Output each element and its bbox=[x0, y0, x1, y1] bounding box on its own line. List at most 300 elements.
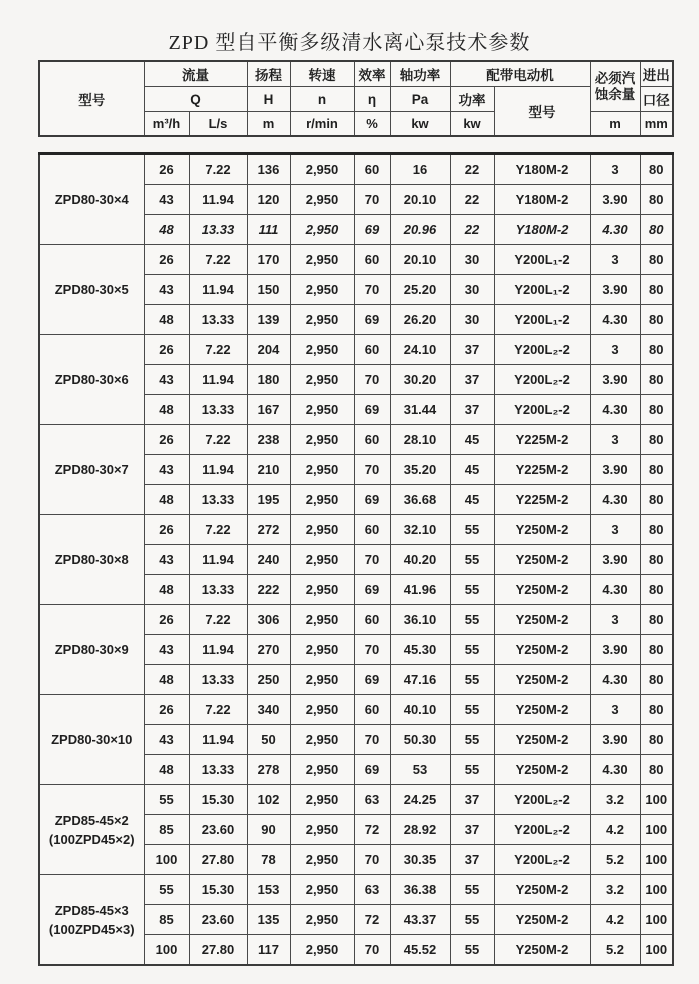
value-cell: 72 bbox=[354, 905, 390, 935]
value-cell: 80 bbox=[640, 215, 673, 245]
value-cell: 48 bbox=[144, 755, 189, 785]
value-cell: 80 bbox=[640, 605, 673, 635]
value-cell: 35.20 bbox=[390, 455, 450, 485]
symbol-flow: Q bbox=[144, 87, 247, 112]
value-cell: 55 bbox=[450, 755, 494, 785]
value-cell: 15.30 bbox=[189, 875, 247, 905]
value-cell: 3.2 bbox=[590, 785, 640, 815]
value-cell: Y250M-2 bbox=[494, 545, 590, 575]
value-cell: 63 bbox=[354, 875, 390, 905]
value-cell: 3 bbox=[590, 605, 640, 635]
symbol-head: H bbox=[247, 87, 290, 112]
value-cell: 5.2 bbox=[590, 845, 640, 875]
value-cell: 120 bbox=[247, 185, 290, 215]
pump-model-label: ZPD80-30×9 bbox=[54, 642, 129, 657]
value-cell: 100 bbox=[640, 845, 673, 875]
unit-flow-ls: L/s bbox=[189, 112, 247, 137]
value-cell: 27.80 bbox=[189, 845, 247, 875]
value-cell: 85 bbox=[144, 815, 189, 845]
value-cell: 13.33 bbox=[189, 215, 247, 245]
value-cell: 3.90 bbox=[590, 185, 640, 215]
value-cell: Y200L₂-2 bbox=[494, 365, 590, 395]
value-cell: 37 bbox=[450, 815, 494, 845]
value-cell: 7.22 bbox=[189, 245, 247, 275]
value-cell: Y180M-2 bbox=[494, 215, 590, 245]
value-cell: 43 bbox=[144, 275, 189, 305]
value-cell: 100 bbox=[640, 785, 673, 815]
value-cell: 30.20 bbox=[390, 365, 450, 395]
pump-model-label: ZPD80-30×10 bbox=[51, 732, 133, 747]
pump-model-cell bbox=[39, 335, 144, 425]
value-cell: 11.94 bbox=[189, 635, 247, 665]
value-cell: 30 bbox=[450, 275, 494, 305]
value-cell: 43 bbox=[144, 365, 189, 395]
value-cell: 278 bbox=[247, 755, 290, 785]
value-cell: 7.22 bbox=[189, 515, 247, 545]
value-cell: 272 bbox=[247, 515, 290, 545]
value-cell: 2,950 bbox=[290, 275, 354, 305]
value-cell: 80 bbox=[640, 575, 673, 605]
value-cell: 70 bbox=[354, 845, 390, 875]
value-cell: 40.20 bbox=[390, 545, 450, 575]
unit-shaft-power: kw bbox=[390, 112, 450, 137]
value-cell: Y250M-2 bbox=[494, 605, 590, 635]
value-cell: 3.2 bbox=[590, 875, 640, 905]
value-cell: 37 bbox=[450, 785, 494, 815]
value-cell: Y250M-2 bbox=[494, 665, 590, 695]
value-cell: 4.2 bbox=[590, 905, 640, 935]
value-cell: 306 bbox=[247, 605, 290, 635]
value-cell: 2,950 bbox=[290, 455, 354, 485]
value-cell: 80 bbox=[640, 485, 673, 515]
value-cell: 55 bbox=[144, 875, 189, 905]
value-cell: 2,950 bbox=[290, 605, 354, 635]
value-cell: 3.90 bbox=[590, 635, 640, 665]
value-cell: 195 bbox=[247, 485, 290, 515]
value-cell: 2,950 bbox=[290, 755, 354, 785]
value-cell: 43 bbox=[144, 545, 189, 575]
value-cell: 80 bbox=[640, 335, 673, 365]
pump-model-label: ZPD85-45×3 bbox=[54, 902, 129, 918]
value-cell: 80 bbox=[640, 245, 673, 275]
value-cell: 11.94 bbox=[189, 545, 247, 575]
value-cell: 50 bbox=[247, 725, 290, 755]
value-cell: 45 bbox=[450, 485, 494, 515]
npsh-label-line2: 蚀余量 bbox=[594, 86, 636, 102]
value-cell: 60 bbox=[354, 154, 390, 185]
value-cell: 25.20 bbox=[390, 275, 450, 305]
value-cell: 4.30 bbox=[590, 575, 640, 605]
value-cell: 70 bbox=[354, 275, 390, 305]
table-row bbox=[39, 515, 673, 545]
value-cell: 20.96 bbox=[390, 215, 450, 245]
value-cell: 50.30 bbox=[390, 725, 450, 755]
value-cell: 3 bbox=[590, 515, 640, 545]
value-cell: 55 bbox=[450, 725, 494, 755]
value-cell: Y180M-2 bbox=[494, 185, 590, 215]
table-row bbox=[39, 875, 673, 905]
value-cell: Y225M-2 bbox=[494, 485, 590, 515]
value-cell: 2,950 bbox=[290, 845, 354, 875]
value-cell: Y250M-2 bbox=[494, 935, 590, 966]
value-cell: 3.90 bbox=[590, 455, 640, 485]
value-cell: 70 bbox=[354, 365, 390, 395]
value-cell: 3 bbox=[590, 695, 640, 725]
value-cell: 45.30 bbox=[390, 635, 450, 665]
value-cell: 69 bbox=[354, 485, 390, 515]
value-cell: 2,950 bbox=[290, 335, 354, 365]
pump-model-cell bbox=[39, 875, 144, 966]
value-cell: 167 bbox=[247, 395, 290, 425]
value-cell: 37 bbox=[450, 365, 494, 395]
value-cell: 60 bbox=[354, 515, 390, 545]
value-cell: 7.22 bbox=[189, 695, 247, 725]
value-cell: 4.30 bbox=[590, 485, 640, 515]
value-cell: 55 bbox=[450, 635, 494, 665]
value-cell: 28.92 bbox=[390, 815, 450, 845]
value-cell: Y225M-2 bbox=[494, 425, 590, 455]
value-cell: 70 bbox=[354, 545, 390, 575]
spec-table-header bbox=[38, 60, 674, 137]
value-cell: 26 bbox=[144, 605, 189, 635]
value-cell: 80 bbox=[640, 395, 673, 425]
value-cell: 100 bbox=[144, 935, 189, 966]
unit-motor-power: kw bbox=[450, 112, 494, 137]
value-cell: 100 bbox=[144, 845, 189, 875]
value-cell: 2,950 bbox=[290, 215, 354, 245]
table-row bbox=[39, 245, 673, 275]
value-cell: 16 bbox=[390, 154, 450, 185]
value-cell: 2,950 bbox=[290, 785, 354, 815]
value-cell: 55 bbox=[450, 935, 494, 966]
value-cell: 210 bbox=[247, 455, 290, 485]
col-header-efficiency: 效率 bbox=[354, 61, 390, 87]
value-cell: 22 bbox=[450, 215, 494, 245]
value-cell: 37 bbox=[450, 395, 494, 425]
value-cell: 111 bbox=[247, 215, 290, 245]
value-cell: Y200L₁-2 bbox=[494, 305, 590, 335]
value-cell: 80 bbox=[640, 305, 673, 335]
value-cell: 2,950 bbox=[290, 575, 354, 605]
value-cell: 4.30 bbox=[590, 665, 640, 695]
value-cell: 60 bbox=[354, 695, 390, 725]
value-cell: 2,950 bbox=[290, 154, 354, 185]
value-cell: 43 bbox=[144, 185, 189, 215]
table-row bbox=[39, 425, 673, 455]
value-cell: 80 bbox=[640, 425, 673, 455]
value-cell: 135 bbox=[247, 905, 290, 935]
value-cell: 80 bbox=[640, 455, 673, 485]
table-row bbox=[39, 695, 673, 725]
pump-model-label: (100ZPD45×2) bbox=[48, 831, 135, 847]
value-cell: 22 bbox=[450, 185, 494, 215]
value-cell: 13.33 bbox=[189, 755, 247, 785]
unit-flow-m3h: m³/h bbox=[144, 112, 189, 137]
value-cell: 2,950 bbox=[290, 545, 354, 575]
value-cell: 60 bbox=[354, 425, 390, 455]
value-cell: 150 bbox=[247, 275, 290, 305]
value-cell: 27.80 bbox=[189, 935, 247, 966]
value-cell: 100 bbox=[640, 905, 673, 935]
value-cell: 80 bbox=[640, 635, 673, 665]
value-cell: 60 bbox=[354, 245, 390, 275]
value-cell: 11.94 bbox=[189, 725, 247, 755]
value-cell: 20.10 bbox=[390, 185, 450, 215]
value-cell: 240 bbox=[247, 545, 290, 575]
col-header-motor: 配带电动机 bbox=[450, 61, 590, 87]
col-header-flow: 流量 bbox=[144, 61, 247, 87]
value-cell: 13.33 bbox=[189, 305, 247, 335]
value-cell: 70 bbox=[354, 935, 390, 966]
pump-model-label: ZPD80-30×5 bbox=[54, 282, 129, 297]
value-cell: 80 bbox=[640, 545, 673, 575]
value-cell: 204 bbox=[247, 335, 290, 365]
pump-model-label: ZPD80-30×6 bbox=[54, 372, 129, 387]
value-cell: 70 bbox=[354, 725, 390, 755]
table-row bbox=[39, 335, 673, 365]
value-cell: 63 bbox=[354, 785, 390, 815]
value-cell: 48 bbox=[144, 665, 189, 695]
symbol-shaft-power: Pa bbox=[390, 87, 450, 112]
value-cell: 2,950 bbox=[290, 935, 354, 966]
value-cell: 48 bbox=[144, 575, 189, 605]
value-cell: 90 bbox=[247, 815, 290, 845]
unit-speed: r/min bbox=[290, 112, 354, 137]
value-cell: 43 bbox=[144, 635, 189, 665]
value-cell: 2,950 bbox=[290, 725, 354, 755]
value-cell: 26.20 bbox=[390, 305, 450, 335]
value-cell: 40.10 bbox=[390, 695, 450, 725]
pump-model-label: ZPD85-45×2 bbox=[54, 812, 129, 828]
value-cell: 32.10 bbox=[390, 515, 450, 545]
value-cell: 45.52 bbox=[390, 935, 450, 966]
value-cell: 69 bbox=[354, 665, 390, 695]
value-cell: 55 bbox=[450, 875, 494, 905]
value-cell: 170 bbox=[247, 245, 290, 275]
page-title: ZPD 型自平衡多级清水离心泵技术参数 bbox=[168, 32, 531, 54]
value-cell: 3.90 bbox=[590, 275, 640, 305]
value-cell: 48 bbox=[144, 215, 189, 245]
col-header-npsh bbox=[590, 61, 640, 112]
value-cell: 22 bbox=[450, 154, 494, 185]
value-cell: 13.33 bbox=[189, 575, 247, 605]
value-cell: 80 bbox=[640, 275, 673, 305]
value-cell: Y200L₂-2 bbox=[494, 785, 590, 815]
table-row bbox=[39, 605, 673, 635]
value-cell: Y180M-2 bbox=[494, 154, 590, 185]
value-cell: Y250M-2 bbox=[494, 635, 590, 665]
value-cell: 47.16 bbox=[390, 665, 450, 695]
value-cell: 55 bbox=[450, 605, 494, 635]
value-cell: 55 bbox=[450, 665, 494, 695]
value-cell: 85 bbox=[144, 905, 189, 935]
value-cell: 23.60 bbox=[189, 905, 247, 935]
value-cell: 100 bbox=[640, 935, 673, 966]
pump-model-cell bbox=[39, 605, 144, 695]
value-cell: 41.96 bbox=[390, 575, 450, 605]
value-cell: 139 bbox=[247, 305, 290, 335]
value-cell: 24.25 bbox=[390, 785, 450, 815]
value-cell: Y250M-2 bbox=[494, 515, 590, 545]
value-cell: 20.10 bbox=[390, 245, 450, 275]
value-cell: 11.94 bbox=[189, 275, 247, 305]
value-cell: 45 bbox=[450, 425, 494, 455]
value-cell: 48 bbox=[144, 485, 189, 515]
symbol-efficiency: η bbox=[354, 87, 390, 112]
value-cell: 80 bbox=[640, 665, 673, 695]
value-cell: 13.33 bbox=[189, 395, 247, 425]
value-cell: 43 bbox=[144, 455, 189, 485]
value-cell: 69 bbox=[354, 215, 390, 245]
unit-port: mm bbox=[640, 112, 673, 137]
pump-model-cell bbox=[39, 425, 144, 515]
value-cell: Y250M-2 bbox=[494, 875, 590, 905]
value-cell: 37 bbox=[450, 845, 494, 875]
value-cell: 4.30 bbox=[590, 395, 640, 425]
value-cell: 69 bbox=[354, 305, 390, 335]
col-header-model: 型号 bbox=[39, 61, 144, 136]
value-cell: 80 bbox=[640, 365, 673, 395]
value-cell: 55 bbox=[450, 695, 494, 725]
value-cell: 78 bbox=[247, 845, 290, 875]
unit-npsh: m bbox=[590, 112, 640, 137]
pump-model-label: (100ZPD45×3) bbox=[48, 921, 135, 937]
value-cell: 28.10 bbox=[390, 425, 450, 455]
value-cell: 55 bbox=[450, 905, 494, 935]
value-cell: 80 bbox=[640, 755, 673, 785]
value-cell: 4.30 bbox=[590, 215, 640, 245]
value-cell: 2,950 bbox=[290, 875, 354, 905]
value-cell: 11.94 bbox=[189, 185, 247, 215]
symbol-speed: n bbox=[290, 87, 354, 112]
value-cell: Y200L₂-2 bbox=[494, 395, 590, 425]
value-cell: 30 bbox=[450, 245, 494, 275]
pump-model-label: ZPD80-30×7 bbox=[54, 462, 129, 477]
value-cell: 100 bbox=[640, 815, 673, 845]
value-cell: 48 bbox=[144, 395, 189, 425]
pump-model-cell bbox=[39, 695, 144, 785]
value-cell: 43 bbox=[144, 725, 189, 755]
value-cell: Y225M-2 bbox=[494, 455, 590, 485]
value-cell: 2,950 bbox=[290, 665, 354, 695]
unit-efficiency: % bbox=[354, 112, 390, 137]
value-cell: 7.22 bbox=[189, 425, 247, 455]
header-row-1 bbox=[39, 61, 673, 87]
value-cell: 2,950 bbox=[290, 635, 354, 665]
value-cell: 4.30 bbox=[590, 305, 640, 335]
value-cell: 4.2 bbox=[590, 815, 640, 845]
value-cell: Y200L₂-2 bbox=[494, 845, 590, 875]
value-cell: 11.94 bbox=[189, 455, 247, 485]
value-cell: 31.44 bbox=[390, 395, 450, 425]
value-cell: 100 bbox=[640, 875, 673, 905]
col-header-motor-power: 功率 bbox=[450, 87, 494, 112]
col-header-motor-model: 型号 bbox=[494, 87, 590, 137]
value-cell: 3 bbox=[590, 425, 640, 455]
value-cell: 7.22 bbox=[189, 335, 247, 365]
value-cell: 37 bbox=[450, 335, 494, 365]
value-cell: 70 bbox=[354, 455, 390, 485]
pump-model-label: ZPD80-30×4 bbox=[54, 192, 129, 207]
value-cell: 36.38 bbox=[390, 875, 450, 905]
value-cell: 45 bbox=[450, 455, 494, 485]
value-cell: Y250M-2 bbox=[494, 695, 590, 725]
value-cell: 117 bbox=[247, 935, 290, 966]
value-cell: 70 bbox=[354, 185, 390, 215]
value-cell: 2,950 bbox=[290, 185, 354, 215]
value-cell: 26 bbox=[144, 695, 189, 725]
col-header-shaft-power: 轴功率 bbox=[390, 61, 450, 87]
pump-model-label: ZPD80-30×8 bbox=[54, 552, 129, 567]
value-cell: 26 bbox=[144, 154, 189, 185]
value-cell: 5.2 bbox=[590, 935, 640, 966]
value-cell: 2,950 bbox=[290, 395, 354, 425]
value-cell: 69 bbox=[354, 575, 390, 605]
value-cell: 53 bbox=[390, 755, 450, 785]
value-cell: 80 bbox=[640, 154, 673, 185]
col-header-speed: 转速 bbox=[290, 61, 354, 87]
col-header-port-line2: 口径 bbox=[640, 87, 673, 112]
value-cell: 23.60 bbox=[189, 815, 247, 845]
pump-model-cell bbox=[39, 154, 144, 245]
value-cell: 26 bbox=[144, 425, 189, 455]
value-cell: 102 bbox=[247, 785, 290, 815]
value-cell: 26 bbox=[144, 515, 189, 545]
value-cell: Y250M-2 bbox=[494, 575, 590, 605]
value-cell: 48 bbox=[144, 305, 189, 335]
npsh-label-line1: 必须汽 bbox=[594, 70, 636, 86]
value-cell: Y250M-2 bbox=[494, 905, 590, 935]
value-cell: 36.68 bbox=[390, 485, 450, 515]
value-cell: 3 bbox=[590, 245, 640, 275]
value-cell: 270 bbox=[247, 635, 290, 665]
pump-table-body bbox=[39, 154, 673, 966]
value-cell: Y200L₁-2 bbox=[494, 275, 590, 305]
value-cell: 136 bbox=[247, 154, 290, 185]
value-cell: 2,950 bbox=[290, 695, 354, 725]
value-cell: Y200L₁-2 bbox=[494, 245, 590, 275]
value-cell: 2,950 bbox=[290, 515, 354, 545]
value-cell: 69 bbox=[354, 395, 390, 425]
spec-table-body bbox=[38, 152, 674, 966]
value-cell: 238 bbox=[247, 425, 290, 455]
value-cell: 80 bbox=[640, 695, 673, 725]
col-header-head: 扬程 bbox=[247, 61, 290, 87]
table-row bbox=[39, 785, 673, 815]
value-cell: 153 bbox=[247, 875, 290, 905]
value-cell: 3.90 bbox=[590, 725, 640, 755]
value-cell: 26 bbox=[144, 245, 189, 275]
value-cell: 4.30 bbox=[590, 755, 640, 785]
value-cell: 24.10 bbox=[390, 335, 450, 365]
value-cell: 60 bbox=[354, 335, 390, 365]
value-cell: 13.33 bbox=[189, 665, 247, 695]
value-cell: 2,950 bbox=[290, 815, 354, 845]
pump-model-cell bbox=[39, 515, 144, 605]
value-cell: 80 bbox=[640, 185, 673, 215]
value-cell: 7.22 bbox=[189, 605, 247, 635]
value-cell: 3 bbox=[590, 335, 640, 365]
value-cell: 80 bbox=[640, 515, 673, 545]
value-cell: 26 bbox=[144, 335, 189, 365]
value-cell: Y200L₂-2 bbox=[494, 335, 590, 365]
value-cell: Y250M-2 bbox=[494, 755, 590, 785]
value-cell: 55 bbox=[450, 575, 494, 605]
value-cell: 15.30 bbox=[189, 785, 247, 815]
value-cell: 3.90 bbox=[590, 365, 640, 395]
value-cell: 55 bbox=[450, 545, 494, 575]
table-row bbox=[39, 154, 673, 185]
